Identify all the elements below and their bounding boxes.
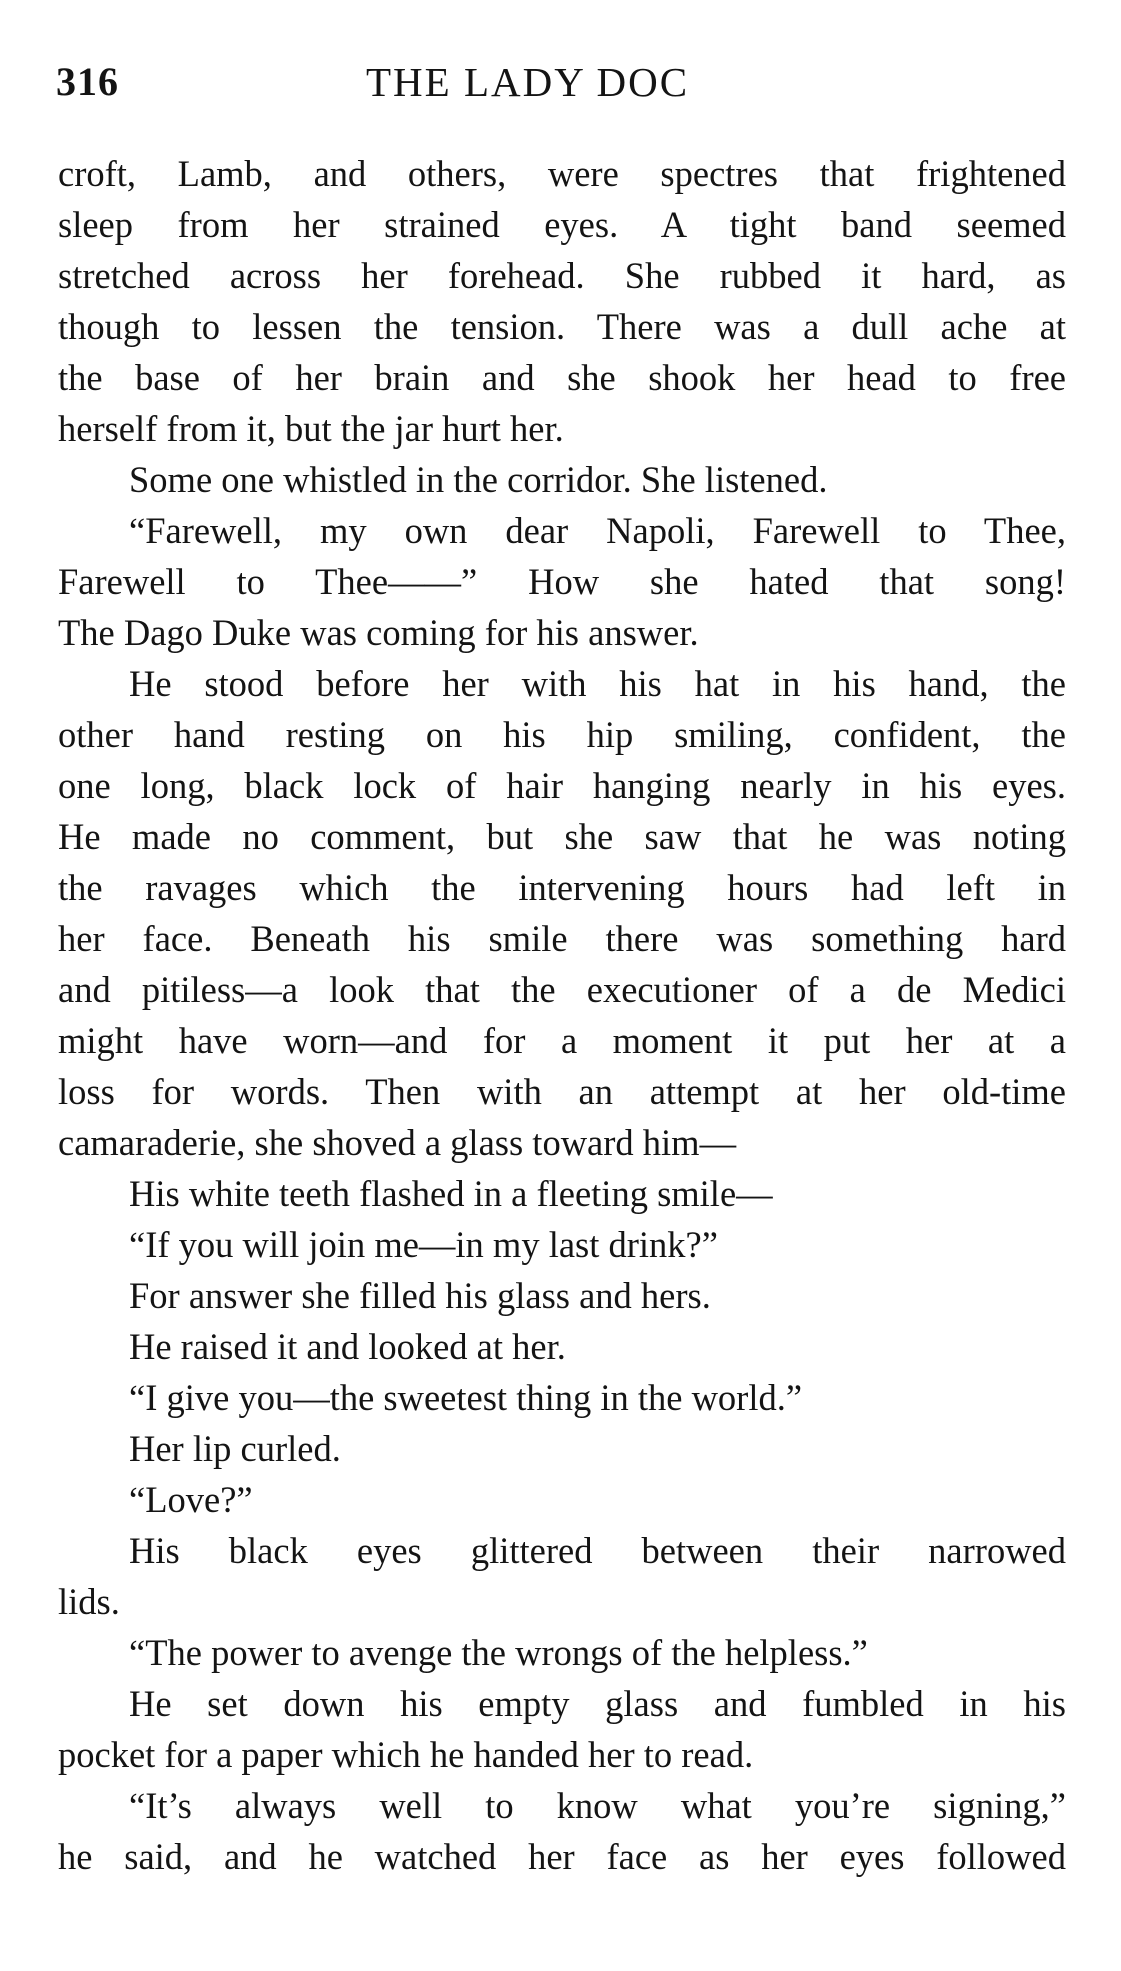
- text-line: loss for words. Then with an attempt at her old-time: [58, 1071, 1066, 1112]
- text-line: Some one whistled in the corridor. She listened.: [129, 459, 828, 500]
- text-line: “Farewell, my own dear Napoli, Farewell to Thee,: [129, 510, 1066, 551]
- text-line: “I give you—the sweetest thing in the world.”: [129, 1377, 803, 1418]
- page-number: 316: [56, 59, 119, 104]
- text-line: herself from it, but the jar hurt her.: [58, 408, 564, 449]
- text-line: he said, and he watched her face as her eyes followed: [58, 1836, 1066, 1877]
- text-line: Her lip curled.: [129, 1428, 341, 1469]
- text-line: croft, Lamb, and others, were spectres that frightened: [58, 153, 1066, 194]
- text-line: His black eyes glittered between their narrowed: [129, 1530, 1066, 1571]
- text-line: might have worn—and for a moment it put her at a: [58, 1020, 1066, 1061]
- text-line: “It’s always well to know what you’re signing,”: [129, 1785, 1066, 1826]
- text-line: the ravages which the intervening hours had left in: [58, 867, 1066, 908]
- text-line: sleep from her strained eyes. A tight band seemed: [58, 204, 1066, 245]
- running-head: [56, 52, 1066, 112]
- body-text: [58, 148, 1066, 1882]
- text-line: lids.: [58, 1581, 120, 1622]
- text-line: other hand resting on his hip smiling, confident, the: [58, 714, 1066, 755]
- text-line: Farewell to Thee——” How she hated that song!: [58, 561, 1066, 602]
- text-line: camaraderie, she shoved a glass toward him—: [58, 1122, 737, 1163]
- text-line: and pitiless—a look that the executioner of a de Medici: [58, 969, 1066, 1010]
- text-line: “The power to avenge the wrongs of the helpless.”: [129, 1632, 868, 1673]
- text-line: For answer she filled his glass and hers.: [129, 1275, 711, 1316]
- text-line: “If you will join me—in my last drink?”: [129, 1224, 718, 1265]
- text-line: The Dago Duke was coming for his answer.: [58, 612, 699, 653]
- text-line: He stood before her with his hat in his hand, the: [129, 663, 1066, 704]
- text-line: stretched across her forehead. She rubbed it hard, as: [58, 255, 1066, 296]
- text-line: He set down his empty glass and fumbled in his: [129, 1683, 1066, 1724]
- text-line: one long, black lock of hair hanging nearly in his eyes.: [58, 765, 1066, 806]
- text-line: He raised it and looked at her.: [129, 1326, 566, 1367]
- text-line: her face. Beneath his smile there was something hard: [58, 918, 1066, 959]
- text-line: pocket for a paper which he handed her to read.: [58, 1734, 754, 1775]
- text-line: His white teeth flashed in a fleeting smile—: [129, 1173, 773, 1214]
- text-line: “Love?”: [129, 1479, 253, 1520]
- text-line: the base of her brain and she shook her head to free: [58, 357, 1066, 398]
- text-line: though to lessen the tension. There was a dull ache at: [58, 306, 1066, 347]
- text-line: He made no comment, but she saw that he was noting: [58, 816, 1066, 857]
- running-title: THE LADY DOC: [366, 59, 690, 105]
